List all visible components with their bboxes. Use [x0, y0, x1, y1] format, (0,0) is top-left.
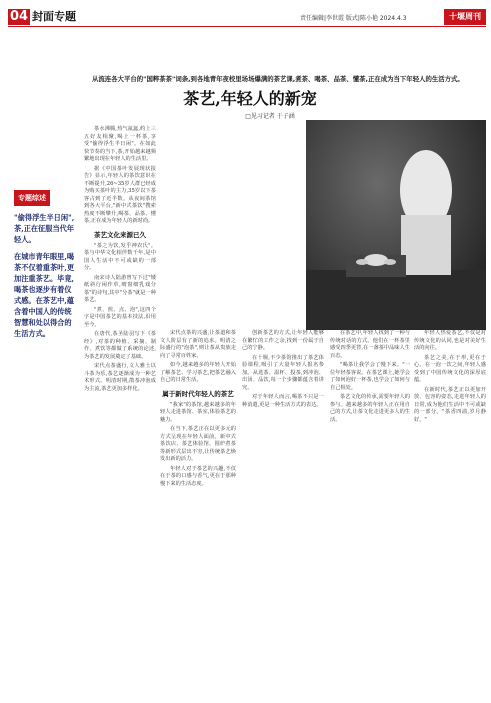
paragraph: 南宋诗人陆游曾写下过"矮纸斜行闲作草,晴窗细乳戏分茶"的诗句,其中"分茶"就是一种茶艺。	[84, 274, 156, 303]
paragraph: 年轻人对于茶艺的兴趣,不仅在于茶的口感与香气,更在于那种慢下来的生活态度。	[160, 465, 236, 487]
paragraph: 对于年轻人而言,喝茶不只是一种消遣,更是一种生活方式的表达。	[242, 394, 324, 408]
sidebar-tag: 专题综述	[14, 190, 50, 206]
column-1	[84, 126, 156, 395]
column-5	[414, 330, 486, 426]
column-4	[330, 330, 410, 426]
sidebar	[14, 185, 76, 345]
paragraph: 茶艺文化的传承,需要年轻人的参与。越来越多的年轻人正在用自己的方式,让茶文化走进更多人的生活。	[330, 394, 410, 423]
column-3	[242, 330, 324, 411]
paragraph: 在茶艺中,年轻人找到了一种与传统对话的方式。他们在一杯茶里感受四季更替,在一盏茶中品味人生百态。	[330, 330, 410, 359]
paragraph: "喝茶让我学会了慢下来。"一位年轻茶客说。在茶艺课上,她学会了如何泡好一杯茶,也学会了如何与自己相处。	[330, 362, 410, 391]
paragraph: 在当下,茶艺正在以更多元的方式呈现在年轻人面前。新中式茶饮店、茶艺体验馆、围炉煮茶等新形式层出不穷,让传统茶艺焕发出新的活力。	[160, 426, 236, 462]
page-header	[0, 0, 491, 30]
subheading: 茶艺文化来源已久	[94, 230, 146, 239]
header-rule	[8, 26, 486, 27]
paragraph: 在唐代,茶圣陆羽写下《茶经》,对茶的种植、采摘、制作、煮饮等都做了系统的论述,为茶艺的发展奠定了基础。	[84, 331, 156, 360]
page-number: 04	[9, 9, 29, 24]
paragraph: 据《中国茶叶发展现状报告》显示,年轻人的茶饮意识在不断提升,26~35岁人群已经成为购买茶叶的主力,35岁以下茶客占到了近半数。从夜间茶馆到各大平台,"新中式茶饮"搜索热度不断攀升,喝茶、品茶、懂茶,正在成为年轻人的新时尚。	[84, 165, 156, 224]
paragraph: 年轻人热爱茶艺,不仅是对传统文化的认同,也是对美好生活的向往。	[414, 330, 486, 351]
article-title: 茶艺,年轻人的新宠	[183, 89, 317, 108]
paragraph: 茶艺之美,在于形,更在于心。在一泡一饮之间,年轻人感受到了中国传统文化的深厚底蕴。	[414, 354, 486, 383]
brand-logo: 十堰周刊	[444, 9, 486, 25]
paragraph: 如今,越来越多的年轻人开始了解茶艺、学习茶艺,把茶艺融入自己的日常生活。	[160, 362, 236, 383]
sidebar-quote: "偷得浮生半日闲",茶,正在征服当代年轻人。	[14, 213, 75, 244]
paragraph: 茶水沸腾,热气氤氲,约上三五好友相聚,喝上一杯茶,享受"偷得浮生半日闲"。在如此快节奏的当下,茶,开始越来越频繁地出现在年轻人的生活里。	[84, 126, 156, 162]
tea-photo	[306, 120, 486, 330]
article-lead: 从流连各大平台的"国粹茶茶"词条,到各地青年夜校里场场爆满的茶艺课,煮茶、喝茶、品茶、懂茶,正在成为当下年轻人的生活方式。	[92, 75, 464, 83]
paragraph: "煮、煎、点、泡",这四个字是中国茶艺的基本技法,沿用至今。	[84, 306, 156, 328]
column-2	[160, 330, 236, 490]
paragraph: 在十堰,不少茶馆推出了茶艺体验课程,吸引了大量年轻人报名参加。从选茶、温杯、投茶,到冲泡、出汤、品饮,每一个步骤都蕴含着讲究。	[242, 354, 324, 391]
editor-meta: 责任编辑|李世霞 版式|陈小艳 2024.4.3	[300, 15, 407, 22]
article-byline: □见习记者 于子涵	[245, 113, 295, 120]
sidebar-quote: 在城市青年眼里,喝茶不仅着重茶叶,更加注重茶艺。毕竟,喝茶也逐步有着仪式感。在茶艺中,蕴含着中国人的传统智慧和处以得合的生活方式。	[14, 252, 75, 338]
section-title: 封面专题	[32, 10, 76, 23]
paragraph: 宋代点茶盛行,文人雅士以斗茶为乐,茶艺逐渐成为一种艺术形式。明清时期,散茶冲泡成为主流,茶艺更加多样化。	[84, 363, 156, 392]
paragraph: "我家"的茶馆,越来越多的年轻人走进茶馆、茶室,体验茶艺的魅力。	[160, 401, 236, 423]
subheading: 属于新时代年轻人的茶艺	[162, 389, 234, 398]
paragraph: 创新茶艺的方式,让年轻人能够在繁忙的工作之余,找到一份属于自己的宁静。	[242, 330, 324, 351]
paragraph: 在新时代,茶艺正以更加开放、包容的姿态,走进年轻人的日常,成为他们生活中不可或缺的一部分。"茶香四溢,岁月静好。"	[414, 386, 486, 423]
paragraph: 宋代点茶的兴盛,让茶道和茶文人阶层有了新的追求。明清之际盛行的"泡茶",则让茶从贵族走向了寻常百姓家。	[160, 330, 236, 359]
paragraph: "茶之为饮,发乎神农氏"。茶与中华文化相伴数千年,是中国人生活中不可或缺的一部分。	[84, 242, 156, 271]
